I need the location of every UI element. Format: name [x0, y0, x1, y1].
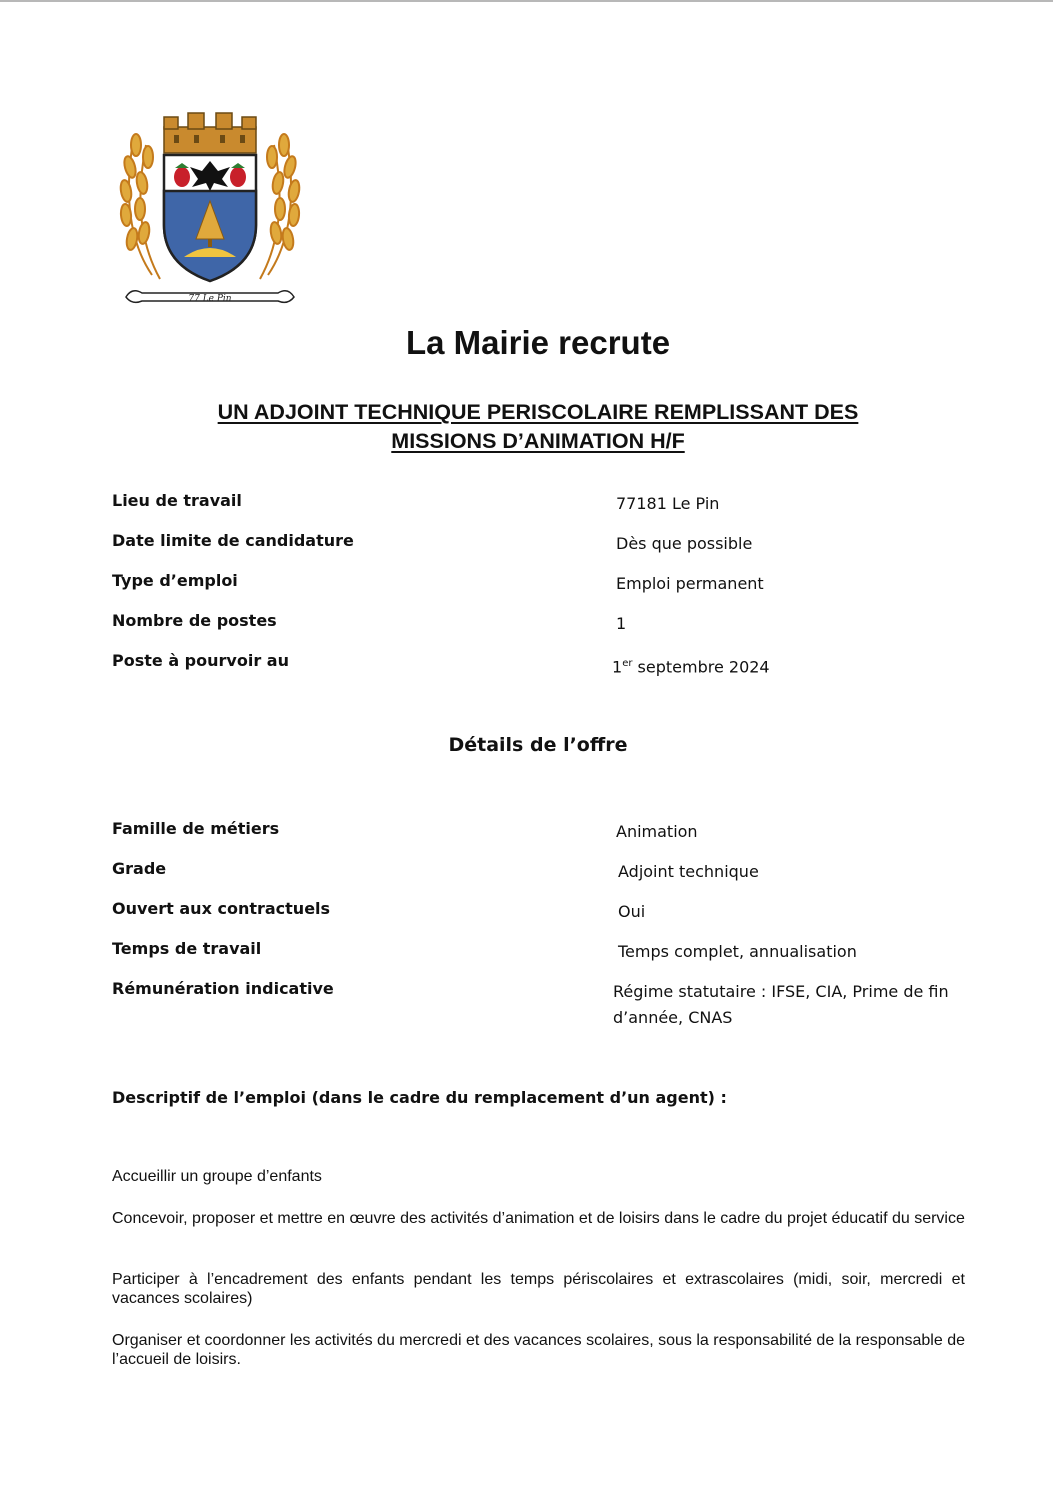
page-top-edge	[0, 0, 1053, 2]
date-rest: septembre 2024	[632, 657, 770, 677]
crest-motto: 77 Le Pin	[188, 294, 232, 304]
info-value: 77181 Le Pin	[616, 494, 720, 513]
description-title: Descriptif de l’emploi (dans le cadre du remplacement d’un agent) :	[112, 1088, 727, 1107]
job-title-line-2: MISSIONS D’ANIMATION H/F	[391, 429, 685, 453]
detail-label: Temps de travail	[112, 939, 262, 958]
description-item: Organiser et coordonner les activités du mercredi et des vacances scolaires, sous la responsabilité de la responsable de l’accueil de loisirs.	[112, 1332, 965, 1368]
info-label: Type d’emploi	[112, 571, 238, 590]
detail-value: Animation	[616, 822, 698, 841]
job-title	[150, 398, 926, 456]
section-title-details: Détails de l’offre	[448, 734, 628, 756]
detail-value: Régime statutaire : IFSE, CIA, Prime de fin d’année, CNAS	[613, 982, 949, 1027]
detail-label: Famille de métiers	[112, 819, 280, 838]
info-label: Lieu de travail	[112, 491, 242, 510]
info-value	[612, 651, 972, 680]
detail-label: Rémunération indicative	[112, 979, 334, 998]
description-item: Participer à l’encadrement des enfants pendant les temps périscolaires et extrascolaires (midi, soir, mercredi et vacances scolaires)	[112, 1271, 965, 1307]
info-value: Emploi permanent	[616, 574, 764, 593]
info-value: 1	[616, 614, 627, 633]
info-label: Date limite de candidature	[112, 531, 354, 550]
town-crest	[112, 105, 308, 317]
detail-value: Temps complet, annualisation	[618, 942, 857, 961]
coat-of-arms-icon	[112, 105, 308, 317]
date-ordinal: er	[622, 658, 633, 669]
date-day: 1	[612, 657, 623, 677]
description-item: Concevoir, proposer et mettre en œuvre des activités d’animation et de loisirs dans le cadre du projet éducatif du service	[112, 1210, 965, 1227]
detail-value: Adjoint technique	[618, 862, 759, 881]
description-item: Accueillir un groupe d’enfants	[112, 1168, 322, 1185]
info-label: Nombre de postes	[112, 611, 277, 630]
detail-label: Grade	[112, 859, 167, 878]
page-title: La Mairie recrute	[405, 324, 671, 361]
job-title-line-1: UN ADJOINT TECHNIQUE PERISCOLAIRE REMPLISSANT DES	[217, 400, 859, 424]
info-label: Poste à pourvoir au	[112, 651, 289, 670]
detail-value: Oui	[618, 902, 646, 921]
info-value: Dès que possible	[616, 534, 753, 553]
detail-label: Ouvert aux contractuels	[112, 899, 331, 918]
